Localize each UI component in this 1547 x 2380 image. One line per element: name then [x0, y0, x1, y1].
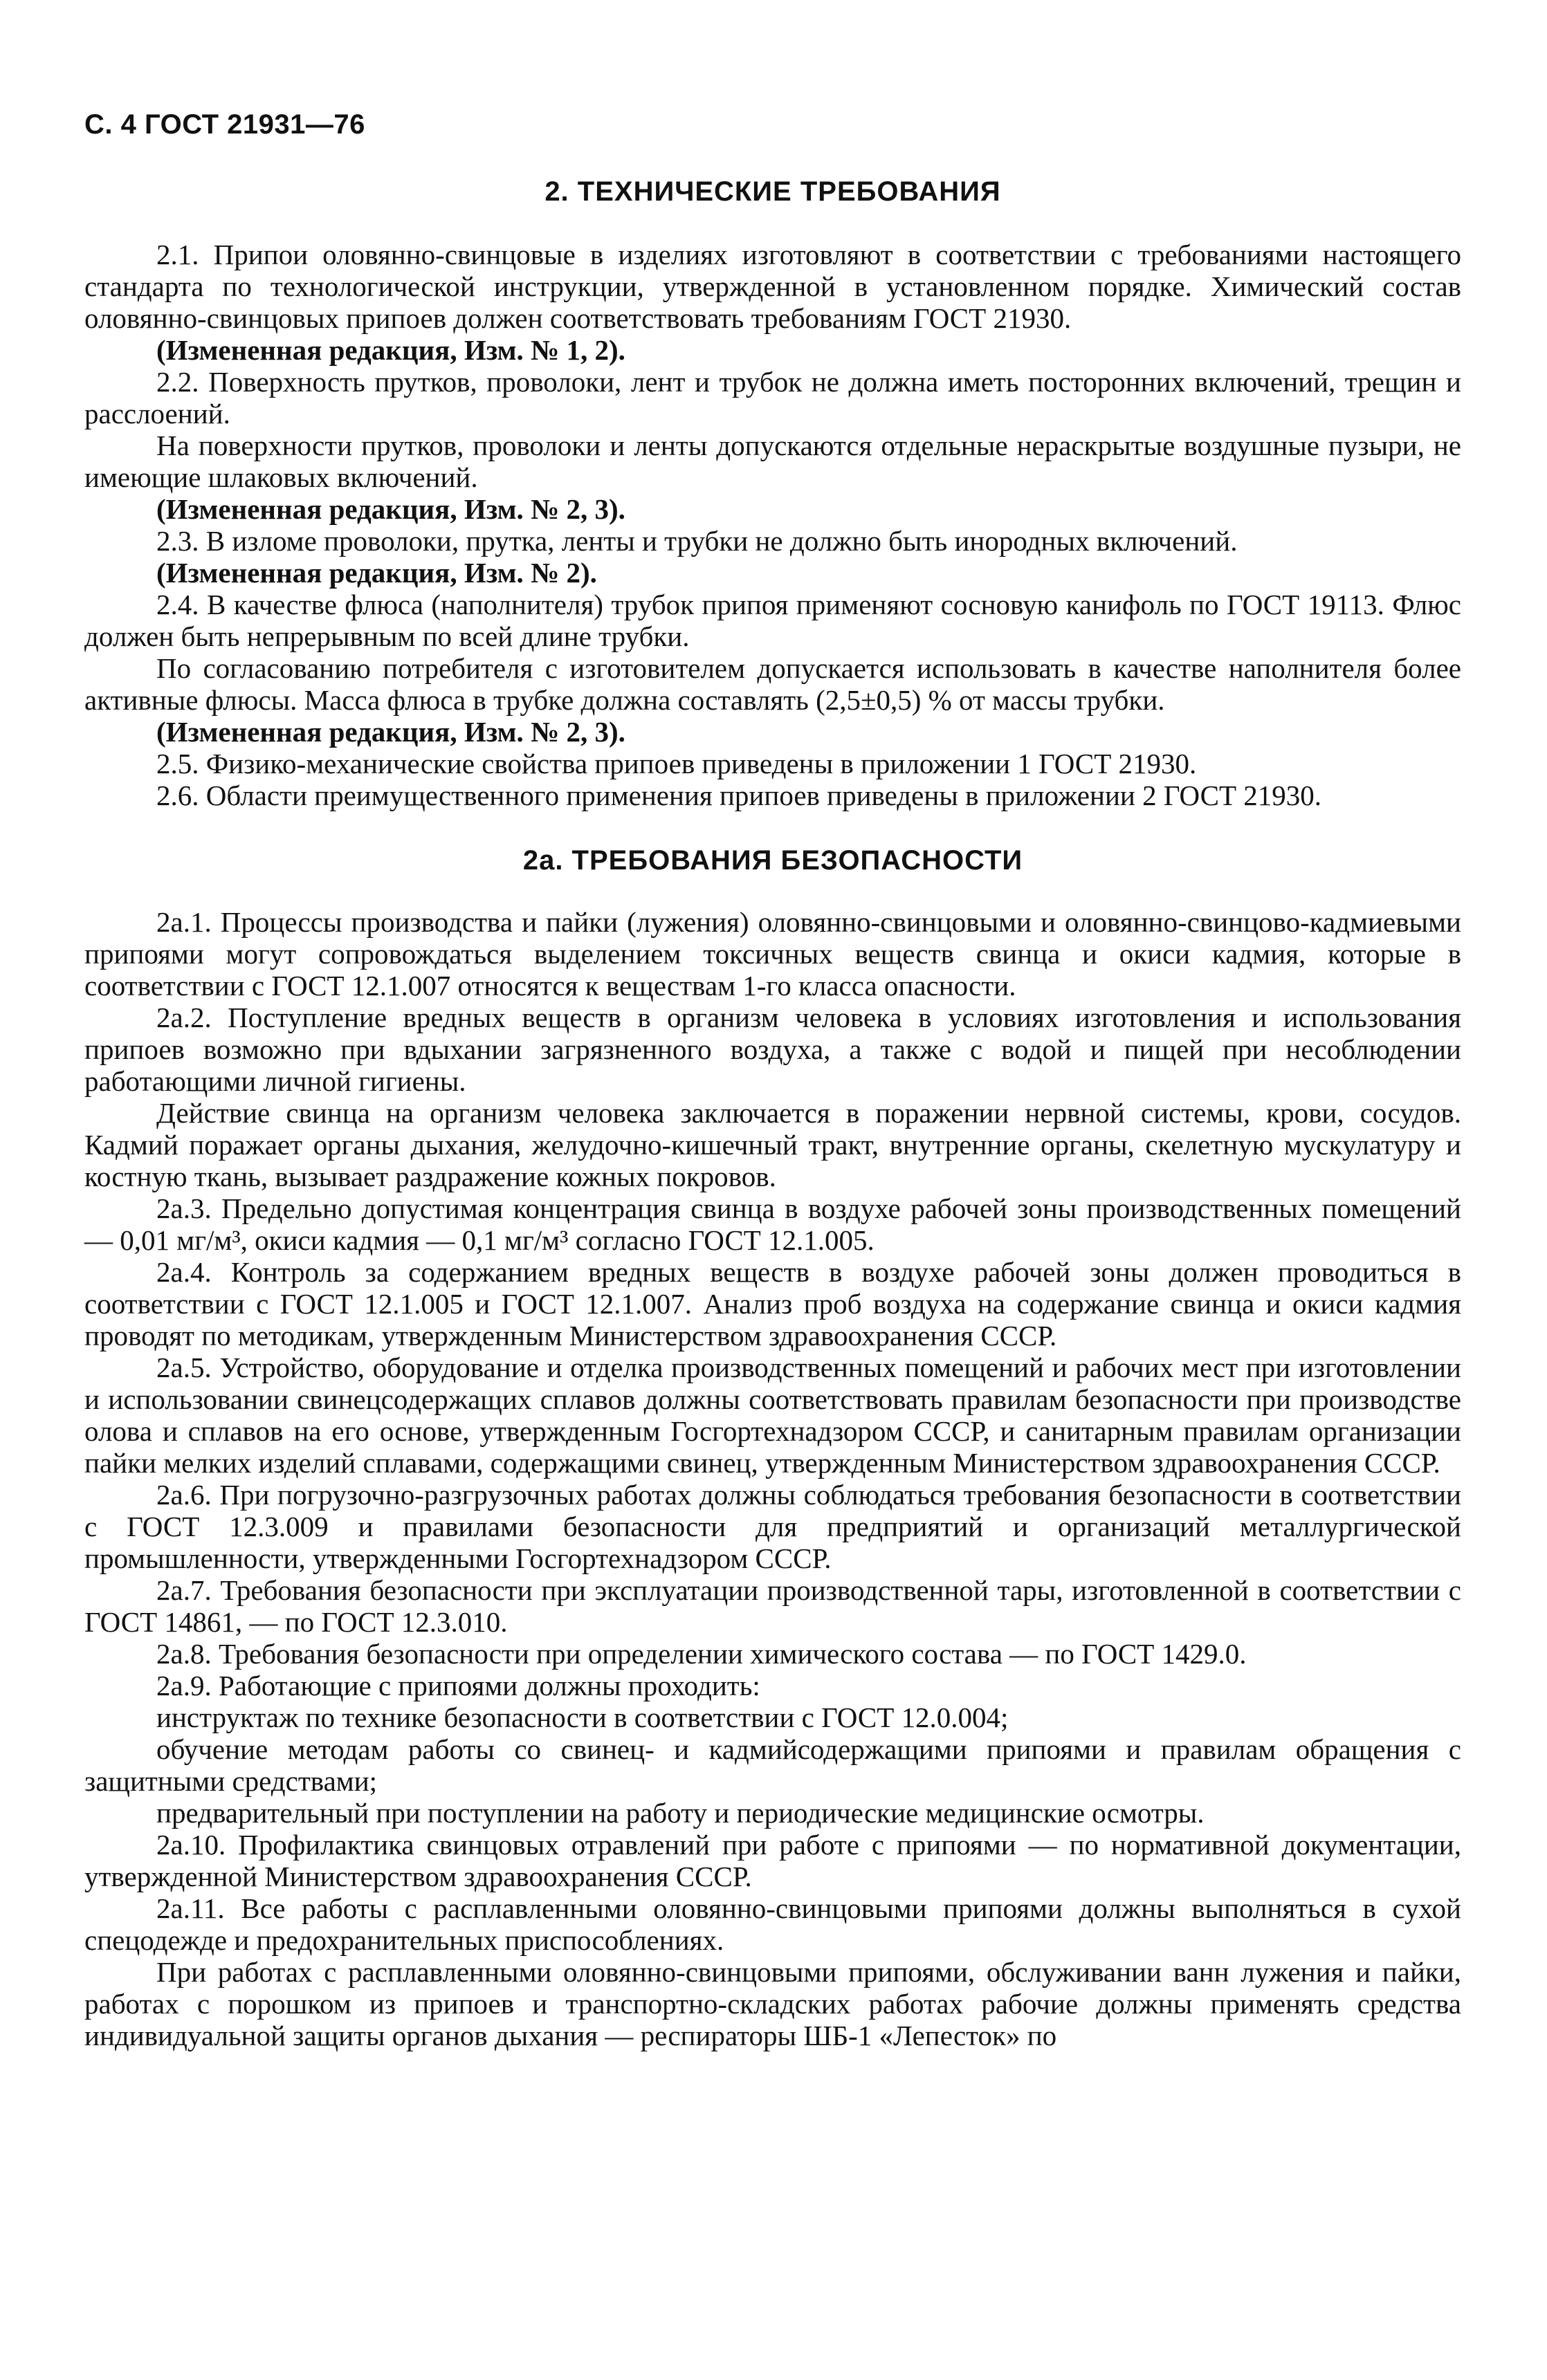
paragraph: Действие свинца на организм человека заключается в поражении нервной системы, крови, сосудов. Кадмий поражает органы дыхания, желудочно-кишечный тракт, внутренние органы, скелетную мускулатуру и костную ткань, вызывает раздражение кожных покровов.	[84, 1097, 1461, 1192]
paragraph: 2а.9. Работающие с припоями должны проходить:	[156, 1670, 760, 1701]
paragraph: На поверхности прутков, проволоки и ленты допускаются отдельные нераскрытые воздушные пузыри, не имеющие шлаковых включений.	[84, 430, 1461, 493]
section-2-heading: 2. ТЕХНИЧЕСКИЕ ТРЕБОВАНИЯ	[544, 176, 1001, 207]
paragraph: 2а.5. Устройство, оборудование и отделка производственных помещений и рабочих мест при изготовлении и использовании свинецсодержащих сплавов должны соответствовать правилам безопасности при производстве олова и сплавов на его основе, утвержденным Госгортехнадзором СССР, и санитарным правилам организации пайки мелких изделий сплавами, содержащими свинец, утвержденным Министерством здравоохранения СССР.	[84, 1352, 1461, 1479]
amendment-note: (Измененная редакция, Изм. № 2, 3).	[156, 716, 625, 748]
paragraph: предварительный при поступлении на работу и периодические медицинские осмотры.	[156, 1797, 1205, 1829]
paragraph: 2.6. Области преимущественного применения припоев приведены в приложении 2 ГОСТ 21930.	[156, 780, 1322, 811]
paragraph: инструктаж по технике безопасности в соответствии с ГОСТ 12.0.004;	[156, 1701, 1009, 1733]
paragraph: обучение методам работы со свинец- и кадмийсодержащими припоями и правилам обращения с защитными средствами;	[84, 1733, 1461, 1797]
paragraph: 2.4. В качестве флюса (наполнителя) трубок припоя применяют сосновую канифоль по ГОСТ 19113. Флюс должен быть непрерывным по всей длине трубки.	[84, 589, 1461, 652]
paragraph: 2а.6. При погрузочно-разгрузочных работах должны соблюдаться требования безопасности в соответствии с ГОСТ 12.3.009 и правилами безопасности для предприятий и организаций металлургической промышленности, утвержденными Госгортехнадзором СССР.	[84, 1479, 1461, 1574]
paragraph: 2а.3. Предельно допустимая концентрация свинца в воздухе рабочей зоны производственных помещений — 0,01 мг/м³, окиси кадмия — 0,1 мг/м³ согласно ГОСТ 12.1.005.	[84, 1192, 1461, 1256]
paragraph: При работах с расплавленными оловянно-свинцовыми припоями, обслуживании ванн лужения и пайки, работах с порошком из припоев и транспортно-складских работах рабочие должны применять средства индивидуальной защиты органов дыхания — респираторы ШБ-1 «Лепесток» по	[84, 1956, 1461, 2051]
paragraph: 2.3. В изломе проволоки, прутка, ленты и трубки не должно быть инородных включений.	[156, 525, 1238, 557]
section-2a-body	[84, 906, 1461, 2051]
paragraph: 2а.4. Контроль за содержанием вредных веществ в воздухе рабочей зоны должен проводиться в соответствии с ГОСТ 12.1.005 и ГОСТ 12.1.007. Анализ проб воздуха на содержание свинца и окиси кадмия проводят по методикам, утвержденным Министерством здравоохранения СССР.	[84, 1256, 1461, 1352]
amendment-note: (Измененная редакция, Изм. № 2).	[156, 557, 597, 589]
section-2-body	[84, 239, 1461, 811]
paragraph: По согласованию потребителя с изготовителем допускается использовать в качестве наполнителя более активные флюсы. Масса флюса в трубке должна составлять (2,5±0,5) % от массы трубки.	[84, 652, 1461, 716]
paragraph: 2.1. Припои оловянно-свинцовые в изделиях изготовляют в соответствии с требованиями настоящего стандарта по технологической инструкции, утвержденной в установленном порядке. Химический состав оловянно-свинцовых припоев должен соответствовать требованиям ГОСТ 21930.	[84, 239, 1461, 334]
section-2a-heading: 2а. ТРЕБОВАНИЯ БЕЗОПАСНОСТИ	[522, 845, 1023, 876]
paragraph: 2а.1. Процессы производства и пайки (лужения) оловянно-свинцовыми и оловянно-свинцово-кадмиевыми припоями могут сопровождаться выделением токсичных веществ свинца и окиси кадмия, которые в соответствии с ГОСТ 12.1.007 относятся к веществам 1-го класса опасности.	[84, 906, 1461, 1002]
paragraph: 2а.10. Профилактика свинцовых отравлений при работе с припоями — по нормативной документации, утвержденной Министерством здравоохранения СССР.	[84, 1829, 1461, 1892]
paragraph: 2а.2. Поступление вредных веществ в организм человека в условиях изготовления и использования припоев возможно при вдыхании загрязненного воздуха, а также с водой и пищей при несоблюдении работающими личной гигиены.	[84, 1002, 1461, 1097]
paragraph: 2а.11. Все работы с расплавленными оловянно-свинцовыми припоями должны выполняться в сухой спецодежде и предохранительных приспособлениях.	[84, 1892, 1461, 1956]
amendment-note: (Измененная редакция, Изм. № 2, 3).	[156, 493, 625, 525]
paragraph: 2.5. Физико-механические свойства припоев приведены в приложении 1 ГОСТ 21930.	[156, 748, 1197, 780]
page-header: С. 4 ГОСТ 21931—76	[84, 109, 365, 140]
paragraph: 2а.8. Требования безопасности при определении химического состава — по ГОСТ 1429.0.	[156, 1638, 1247, 1670]
paragraph: 2.2. Поверхность прутков, проволоки, лент и трубок не должна иметь посторонних включений, трещин и расслоений.	[84, 366, 1461, 430]
paragraph: 2а.7. Требования безопасности при эксплуатации производственной тары, изготовленной в соответствии с ГОСТ 14861, — по ГОСТ 12.3.010.	[84, 1574, 1461, 1638]
amendment-note: (Измененная редакция, Изм. № 1, 2).	[156, 334, 625, 366]
